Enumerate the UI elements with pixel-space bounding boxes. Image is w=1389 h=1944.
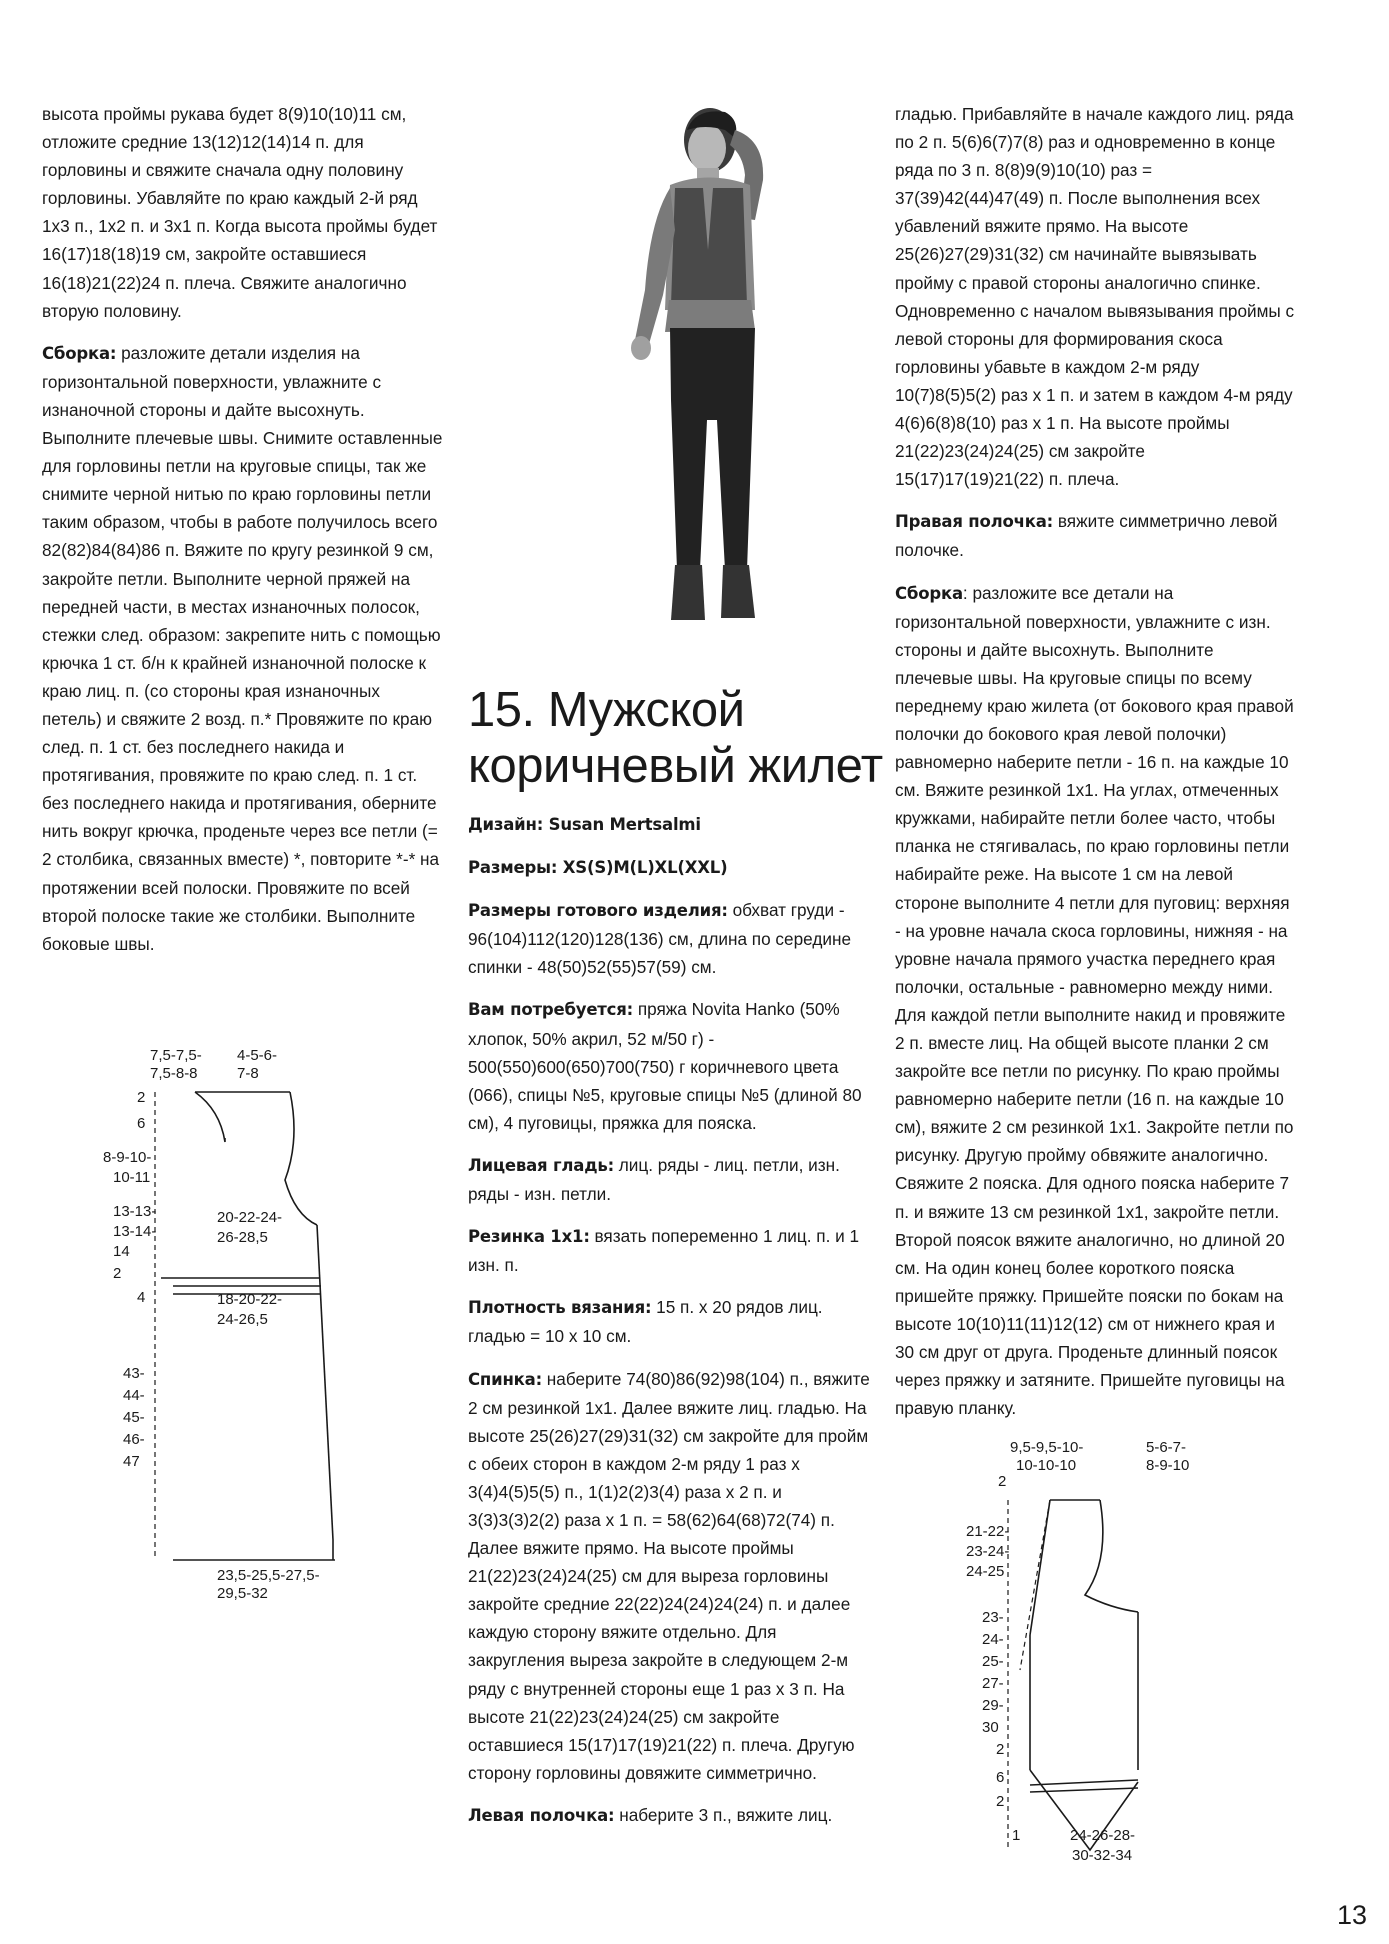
man-in-vest-photo [575,100,825,660]
column-3 [895,100,1295,1436]
dim-label: 24-26-28- [1070,1827,1136,1844]
finished-label: Размеры готового изделия: [468,901,728,921]
column-2 [468,810,870,1844]
assembly-text-2: : разложите все детали на горизонтальной поверхности, увлажните с изн. стороны и дайте высохнуть. Выполните плечевые швы. На круговые спицы по всему переднему краю жилета (от бокового края правой полочки до бокового края левой полочки) равномерно наберите петли - 16 п. на каждые 10 см. Вяжите резинкой 1х1. На углах, отмеченных кружками, набирайте петли более часто, чтобы планка не стягивалась, по краю горловины петли набирайте реже. На высоте 1 см на левой стороне выполните 4 петли для пуговиц: верхняя - на уровне начала скоса горловины, нижняя - на уровне начала прямого участка переднего края полочки, остальные - равномерно между ними. Для каждой петли выполните накид и провяжите 2 п. вместе лиц. На общей высоте планки 2 см закройте все петли по рисунку. По краю проймы равномерно наберите петли (16 п. на каждые 10 см), вяжите 2 см резинкой 1х1. Закройте петли по рисунку. Другую пройму обвяжите аналогично. Свяжите 2 пояска. Для одного пояска наберите 7 п. и вяжите 13 см резинкой 1х1, закройте петли. Второй поясок вяжите аналогично, но длиной 20 см. На один конец более короткого пояска пришейте пряжку. Пришейте пояски по бокам на высоте 10(10)11(11)12(12) см от нижнего края и 30 см друг от друга. Проденьте длинный поясок через пряжку и затяните. Пришейте пуговицы на правую планку. [895,582,1294,1419]
back-schematic-diagram [103,1040,445,1602]
materials-text: пряжа Novita Hanko (50% хлопок, 50% акрил, 52 м/50 г) - 500(550)600(650)700(750) г коричневого цвета (066), спицы №5, круговые спицы №5 (длиной 80 см), 4 пуговицы, пряжка для пояска. [468,999,862,1133]
assembly-paragraph [42,339,444,958]
sizes-label: Размеры: XS(S)M(L)XL(XXL) [468,858,728,878]
dim-label: 2 [996,1741,1005,1758]
rib-paragraph [468,1222,870,1279]
article-title [468,682,908,794]
design-line [468,810,870,839]
dim-label: 6 [996,1769,1005,1786]
gauge-label: Плотность вязания: [468,1298,652,1318]
back-paragraph [468,1365,870,1787]
dim-label: 43- [123,1365,145,1382]
dim-label: 44- [123,1387,145,1404]
dim-label: 6 [137,1115,146,1132]
assembly-label: Сборка: [42,343,117,363]
dim-label: 2 [137,1089,146,1106]
assembly-label-2: Сборка [895,583,963,603]
dim-label: 7,5-8-8 [150,1065,198,1082]
title-line-1: 15. Мужской [468,683,745,737]
dim-label: 21-22- [966,1523,1010,1540]
page-number: 13 [1337,1900,1368,1930]
dim-label: 26-28,5 [217,1229,268,1246]
dim-label: 10-10-10 [1016,1457,1077,1474]
finished-text: обхват груди - 96(104)112(120)128(136) см, длина по середине спинки - 48(50)52(55)57(59) см. [468,900,851,978]
dim-label: 23-24- [966,1543,1010,1560]
stockinette-paragraph [468,1151,870,1208]
dim-label: 30-32-34 [1072,1847,1133,1864]
right-front-paragraph [895,507,1295,564]
dim-label: 46- [123,1431,145,1448]
front-schematic-diagram [960,1430,1260,1880]
stockinette-text: лиц. ряды - лиц. петли, изн. ряды - изн. петли. [468,1154,840,1205]
dim-label: 29,5-32 [217,1585,268,1602]
dim-label: 2 [998,1473,1007,1490]
dim-label: 7,5-7,5- [150,1047,202,1064]
dim-label: 24-26,5 [217,1311,268,1328]
dim-label: 45- [123,1409,145,1426]
dim-label: 13-13- [113,1203,157,1220]
dim-label: 29- [982,1697,1004,1714]
dim-label: 5-6-7- [1146,1439,1187,1456]
dim-label: 14 [113,1243,130,1260]
dim-label: 13-14- [113,1223,157,1240]
materials-paragraph [468,995,870,1136]
right-front-text: вяжите симметрично левой полочке. [895,511,1278,561]
column-1 [42,100,444,972]
design-label: Дизайн: Susan Mertsalmi [468,815,701,834]
paragraph: гладью. Прибавляйте в начале каждого лиц. ряда по 2 п. 5(6)6(7)7(8) раз и одновременно в конце ряда по 3 п. 8(8)9(9)10(10) раз = 37(39)42(44)47(49) п. После выполнения всех убавлений вяжите прямо. На высоте 25(26)27(29)31(32) см начинайте вывязывать пройму с правой стороны аналогично спинке. Одновременно с началом вывязывания проймы с левой стороны для формирования скоса горловины убавьте в каждом 2-м ряду 10(7)8(5)5(2) раз х 1 п. и затем в каждом 4-м ряду 4(6)6(8)8(10) раз х 1 п. На высоте проймы 21(22)23(24)24(25) см закройте 15(17)17(19)21(22) п. плеча. [895,104,1295,490]
back-text: наберите 74(80)86(92)98(104) п., вяжите 2 см резинкой 1х1. Далее вяжите лиц. гладью. На высоте 25(26)27(29)31(32) см закройте для пройм с обеих сторон в каждом 2-м ряду 1 раз х 3(4)4(5)5(5) п., 1(1)2(2)3(4) раза х 2 п. и 3(3)3(3)2(2) раза х 1 п. = 58(62)64(68)72(74) п. Далее вяжите прямо. На высоте проймы 21(22)23(24)24(25) см для выреза горловины закройте средние 22(22)24(24)24(24) п. и далее каждую сторону вяжите отдельно. Для закругления выреза закройте в следующем 2-м ряду с внутренней стороны еще 1 раз х 3 п. На высоте 21(22)23(24)24(25) см закройте оставшиеся 15(17)17(19)21(22) п. плеча. Другую сторону горловины довяжите симметрично. [468,1368,870,1783]
dim-label: 47 [123,1453,140,1470]
left-front-text: наберите 3 п., вяжите лиц. [614,1804,833,1825]
dim-label: 23- [982,1609,1004,1626]
dim-label: 4 [137,1289,146,1306]
dim-label: 9,5-9,5-10- [1010,1439,1084,1456]
dim-label: 2 [996,1793,1005,1810]
dim-label: 30 [982,1719,999,1736]
back-label: Спинка: [468,1369,543,1389]
left-front-paragraph [468,1801,870,1830]
gauge-text: 15 п. х 20 рядов лиц. гладью = 10 х 10 см. [468,1297,823,1347]
dim-label: 24-25 [966,1563,1005,1580]
right-front-label: Правая полочка: [895,512,1054,532]
paragraph: высота проймы рукава будет 8(9)10(10)11 см, отложите средние 13(12)12(14)14 п. для горловины и свяжите сначала одну половину горловины. Убавляйте по краю каждый 2-й ряд 1х3 п., 1х2 п. и 3х1 п. Когда высота проймы будет 16(17)18(18)19 см, закройте оставшиеся 16(18)21(22)24 п. плеча. Свяжите аналогично вторую половину. [42,104,438,321]
dim-label: 20-22-24- [217,1209,283,1226]
sizes-line [468,853,870,882]
assembly-text: разложите детали изделия на горизонтальной поверхности, увлажните с изнаночной стороны и дайте высохнуть. Выполните плечевые швы. Снимите оставленные для горловины петли на круговые спицы, так же снимите черной нитью по краю горловины петли таким образом, чтобы в работе получилось всего 82(82)84(84)86 п. Вяжите по кругу резинкой 9 см, закройте петли. Выполните черной пряжей на передней части, в местах изнаночных полосок, стежки след. образом: закрепите нить с помощью крючка 1 ст. б/н к крайней изнаночной полоске к краю лиц. п. (со стороны края изнаночных петель) и свяжите 2 возд. п.* Провяжите по краю след. п. 1 ст. без последнего накида и протягивания, провяжите по краю след. п. 1 ст. без последнего накида и протягивания, оберните нить вокруг крючка, проденьте через все петли (= 2 столбика, связанных вместе) *, повторите *-* на протяжении всей полоски. Провяжите по всей второй полоске такие же столбики. Выполните боковые швы. [42,342,443,954]
title-line-2: коричневый жилет [468,739,883,793]
dim-label: 8-9-10 [1146,1457,1190,1474]
left-front-label: Левая полочка: [468,1805,615,1825]
rib-label: Резинка 1х1: [468,1227,590,1247]
dim-label: 24- [982,1631,1004,1648]
dim-label: 18-20-22- [217,1291,283,1308]
materials-label: Вам потребуется: [468,1000,634,1020]
dim-label: 8-9-10- [103,1149,152,1166]
dim-label: 7-8 [237,1065,259,1082]
dim-label: 25- [982,1653,1004,1670]
rib-text: вязать попеременно 1 лиц. п. и 1 изн. п. [468,1226,860,1276]
finished-paragraph [468,896,870,981]
dim-label: 1 [1012,1827,1021,1844]
stockinette-label: Лицевая гладь: [468,1155,614,1175]
gauge-paragraph [468,1293,870,1350]
dim-label: 10-11 [113,1169,151,1186]
dim-label: 4-5-6- [237,1047,278,1064]
dim-label: 27- [982,1675,1004,1692]
dim-label: 23,5-25,5-27,5- [217,1567,320,1584]
dim-label: 2 [113,1265,122,1282]
assembly-paragraph-2 [895,579,1295,1423]
